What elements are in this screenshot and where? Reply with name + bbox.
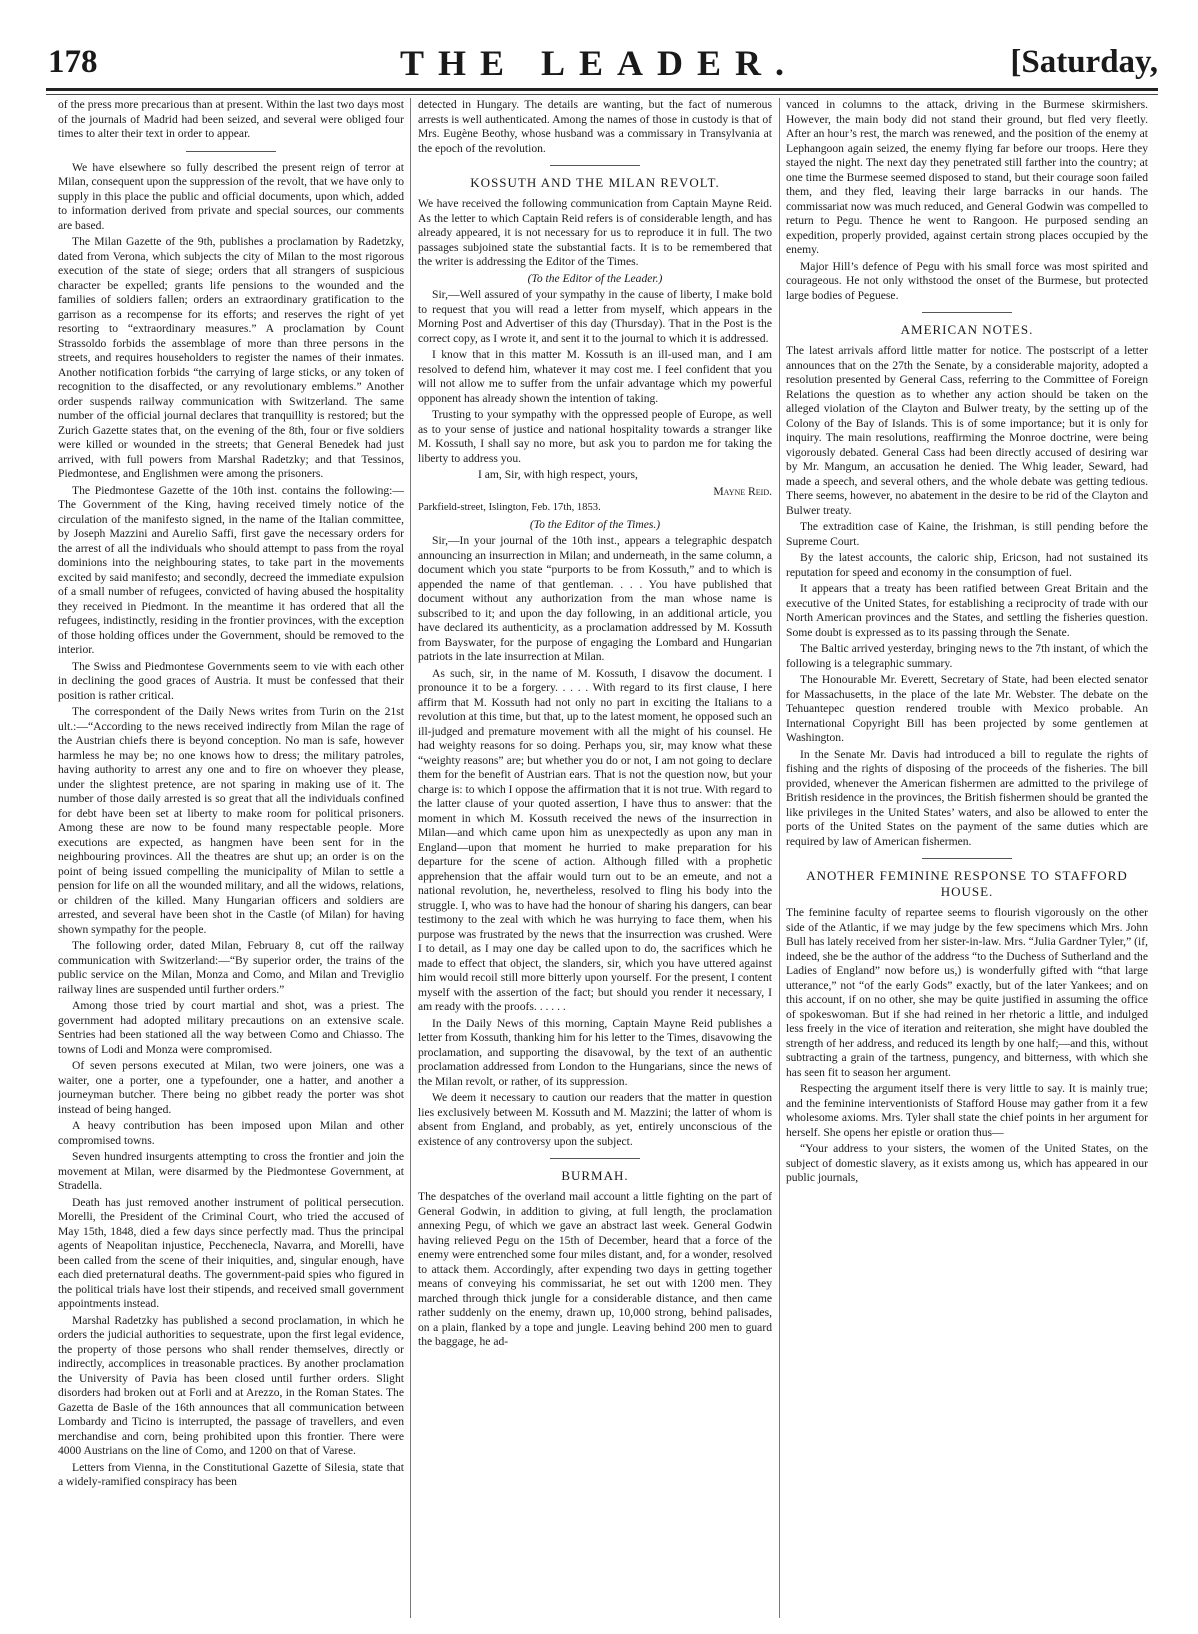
paragraph: I know that in this matter M. Kossuth is an ill-used man, and I am resolved to defend him, whatever it may cost me. I feel confident that you will not allow me to suffer from the unfair advantage which my powerful opponent has already shown the intention of taking. (418, 348, 772, 405)
section-divider (186, 151, 276, 152)
paragraph: Death has just removed another instrument of political persecution. Morelli, the President of the Criminal Court, who tried the accused of May 15th, 1848, died a few days since perfectly mad. Thus the principal agents of Neapolitan injustice, Pecchenecla, Navarra, and Morelli, have been called from the scene of their iniquities, and, singular enough, have each died preternatural deaths. The government-paid spies who figured in the political trials have lost their stipends, and received small government appointments instead. (58, 1195, 404, 1310)
paragraph: Trusting to your sympathy with the oppressed people of Europe, as well as to your sense of justice and national hospitality towards a stranger like M. Kossuth, I shall say no more, but ask you to pardon me for taking the liberty to address you. (418, 408, 772, 465)
paragraph: Sir,—Well assured of your sympathy in the cause of liberty, I make bold to request that you will read a letter from myself, which appears in the Morning Post and Advertiser of this day (Thursday). That in the Post is the correct copy, as I wrote it, and sent it to the journal to which it is addressed. (418, 288, 772, 345)
paragraph: Among those tried by court martial and shot, was a priest. The government had adopted military precautions on an extensive scale. Sentries had been stationed all the way between Como and Chiasso. The towns of Lodi and Monza were compromised. (58, 999, 404, 1056)
paragraph: By the latest accounts, the caloric ship, Ericson, had not sustained its reputation for speed and economy in the consumption of fuel. (786, 551, 1148, 579)
header-rule-thin (46, 94, 1158, 95)
letter-address: Parkfield-street, Islington, Feb. 17th, 1853. (418, 502, 601, 513)
section-divider (550, 1158, 640, 1159)
section-heading-american-notes: AMERICAN NOTES. (900, 322, 1034, 337)
section-heading-burmah: BURMAH. (561, 1168, 629, 1183)
column-divider (779, 98, 780, 1618)
newspaper-title: THE LEADER. (399, 43, 799, 83)
paragraph: detected in Hungary. The details are wanting, but the fact of numerous arrests is well authenticated. Among the names of those in custody is that of Mrs. Eugène Beothy, whose husband was a commissary in Transylvania at the epoch of the revolution. (418, 98, 772, 155)
letter-closing: I am, Sir, with high respect, yours, (478, 468, 638, 481)
letter-salutation: (To the Editor of the Leader.) (527, 271, 663, 285)
paragraph: “Your address to your sisters, the women of the United States, on the subject of domestic slavery, as it exists among us, which has appeared in our public journals, (786, 1142, 1148, 1184)
page-number: 178 (48, 44, 98, 80)
issue-day: [Saturday, (1010, 44, 1158, 80)
column-divider (410, 98, 411, 1618)
paragraph: of the press more precarious than at present. Within the last two days most of the journals of Madrid had been seized, and several were obliged four times to alter their text in order to appear. (58, 98, 404, 140)
section-divider (922, 312, 1012, 313)
paragraph: Seven hundred insurgents attempting to cross the frontier and join the movement at Milan, were disarmed by the Piedmontese Government, at Stradella. (58, 1150, 404, 1192)
paragraph: The feminine faculty of repartee seems to flourish vigorously on the other side of the Atlantic, if we may judge by the few specimens which Mrs. John Bull has lately received from her sister-in-law. Mrs. “Julia Gardner Tyler,” (if, indeed, she be the author of the address “to the Duchess of Sutherland and the Ladies of England” now before us,) is wonderfully gifted with “that large utterance,” not “of the early Gods” exactly, but of the later Yankees; and on this account, if on no other, she may be quite justified in assuming the office of spokeswoman. But if she had reined in her rhetoric a little, and indulged less freely in the vice of iteration and reiteration, she might have doubled the strength of her address, and reduced its length by one half;—and this, without subtracting a grain of the tartness, pungency, and bitterness, with which she has seen fit to season her argument. (786, 906, 1148, 1079)
paragraph: Respecting the argument itself there is very little to say. It is mainly true; and the feminine interventionists of Stafford House may gather from it a few wholesome axioms. Mrs. Tyler shall state the chief points in her argument for herself. She opens her epistle or oration thus— (786, 1082, 1148, 1139)
paragraph: The despatches of the overland mail account a little fighting on the part of General Godwin, in addition to giving, at full length, the proclamation annexing Pegu, of which we gave an abstract last week. General Godwin having relieved Pegu on the 15th of December, heard that a force of the enemy were entrenched some four miles distant, and, for a wonder, resolved to attack them. Accordingly, after expending two days in getting together means of conveying his commissariat, he set out with 1200 men. They marched through thick jungle for a considerable distance, and then came rather suddenly on the enemy, drawn up, 10,000 strong, behind palisades, on a plain, flanked by a tope and jungle. Leaving behind 200 men to guard the baggage, he ad- (418, 1190, 772, 1348)
paragraph: The Milan Gazette of the 9th, publishes a proclamation by Radetzky, dated from Verona, which subjects the city of Milan to the most rigorous execution of the state of siege; orders that all strangers of suspicious character be expelled; grants life pensions to the wounded and the families of soldiers fallen; orders an extraordinary gratification to the garrison as a recompense for its efforts; and reserves the right of yet resorting to “extraordinary measures.” A proclamation by Count Strassoldo forbids the assemblage of more than three persons in the streets, and requires householders to register the names of their inmates. Another notification forbids “the carrying of large sticks, or any token of recognition to the disaffected, or any revolutionary emblems.” Another order suspends railway communication with Switzerland. The same number of the official journal declares that tranquillity is restored; but the Zurich Gazette states that, on the evening of the 8th, four or five soldiers were killed or wounded in the streets; that General Benedek had just arrived, with full powers from Marshal Radetzky; and that Tessinos, Piedmontese, and Englishmen were among the prisoners. (58, 235, 404, 480)
paragraph: vanced in columns to the attack, driving in the Burmese skirmishers. However, the main body did not stand their ground, but fled very fleetly. After an hour’s rest, the march was renewed, and the position of the enemy at Lephangoon again seized, the enemy flying far before our troops. Here they stayed the night. The next day they penetrated still farther into the country; at one time the Burmese seemed disposed to stand, but their courage soon failed them, and they fled, leaving their large barracks in our hands. The commissariat now was much reduced, and General Godwin was compelled to return to Pegu. Thence he went to Rangoon. He purposed sending an expedition, properly provided, against certain strong places occupied by the enemy. (786, 98, 1148, 256)
paragraph: In the Daily News of this morning, Captain Mayne Reid publishes a letter from Kossuth, thanking him for his letter to the Times, disavowing the proclamation, and supporting the disavowal, by the text of an authentic proclamation addressed from London to the Hungarians, since the news of the Milan revolt, or rather, of its suppression. (418, 1016, 772, 1088)
letter-salutation: (To the Editor of the Times.) (529, 517, 661, 531)
paragraph: We have received the following communication from Captain Mayne Reid. As the letter to which Captain Reid refers is of considerable length, and has already appeared, it is not necessary for us to reproduce it in full. The two passages subjoined state the substantial facts. It is to be remembered that the writer is addressing the Editor of the Times. (418, 197, 772, 268)
paragraph: As such, sir, in the name of M. Kossuth, I disavow the document. I pronounce it to be a forgery. . . . . With regard to its first clause, I here affirm that M. Kossuth had not only no part in exciting the Italians to a revolution at this time, but that, up to the latest moment, he opposed such an ill-judged and premature movement with all the might of his counsel. He had weighty reasons for so doing. Perhaps you, sir, may know what these “weighty reasons” are; but whether you do or not, I am not going to declare them for the benefit of Austrian ears. That is not the question now, but your charge is: to which I oppose the affirmation that it is not true. With regard to the latter clause of your quoted assertion, I have thus to answer: that the moment in which M. Kossuth received the news of the insurrection in Milan—and which came upon him as unexpectedly as upon any man in England—upon that moment he hurried to make preparation for his departure for the scene of action. Although filled with a prophetic apprehension that the affair would turn out to be an emeute, and not a national revolution, he, nevertheless, resolved to fling his body into the struggle. I, who was to have had the honour of sharing his dangers, can bear testimony to the zeal with which he was hurrying to face them, when his purpose was frustrated by the news that the insurrection was crushed. Were I to detail, as I may one day be called upon to do, the sacrifices which he made to effect that object, the slanders, sir, which you have uttered against him would recoil still more bitterly upon yourself. For the present, I content myself with the assertion of the fact; but should you render it necessary, I am ready with the proofs. . . . . . (418, 666, 772, 1013)
paragraph: The latest arrivals afford little matter for notice. The postscript of a letter announces that on the 27th the Senate, by a considerable majority, adopted a resolution presented by General Cass, referring to the Committee of Foreign Relations the question as to whether any action should be taken on the alleged violation of the Clayton and Bulwer treaty, by the setting up of the Colony of the Bay of Islands. This is of some importance; but it is only for inquiry. The main resolutions, reaffirming the Monroe doctrine, were being vigorously debated. General Cass had been directly accused of desiring war by Mr. Mangum, an accusation he denied. The Whig leader, Seward, had made a speech, and several others, and the whole debate was getting tedious. There seems, however, no abatement in the desire to be rid of the Clayton and Bulwer treaty. (786, 344, 1148, 517)
paragraph: Marshal Radetzky has published a second proclamation, in which he orders the judicial authorities to sequestrate, upon the first legal evidence, the property of those persons who shall render themselves, directly or indirectly, accomplices in treasonable practices. By another proclamation the University of Pavia has been closed until further orders. Slight disorders had broken out at Forli and at Arezzo, in the Roman States. The Gazetta de Basle of the 16th announces that all communication between Lombardy and Ticino is interrupted, the passage of travellers, and even merchandise and corn, being prohibited upon this frontier. There were 4000 Austrians on the line of Como, and 1200 on that of Varese. (58, 1313, 404, 1457)
paragraph: Letters from Vienna, in the Constitutional Gazette of Silesia, state that a widely-ramified conspiracy has been (58, 1460, 404, 1488)
paragraph: The following order, dated Milan, February 8, cut off the railway communication with Switzerland:—“By superior order, the trains of the public service on the Milan, Monza and Como, and Milan and Treviglio railway lines are suspended until further orders.” (58, 939, 404, 996)
section-divider (550, 165, 640, 166)
header-rule-thick (46, 88, 1158, 91)
column-2 (418, 98, 772, 1618)
section-divider (922, 858, 1012, 859)
column-3 (786, 98, 1148, 1618)
paragraph: The Honourable Mr. Everett, Secretary of State, had been elected senator for Massachusetts, in the place of the late Mr. Webster. The debate on the Tehuantepec question rendered trouble with Mexico probable. An International Copyright Bill has been projected by some gentlemen at Washington. (786, 673, 1148, 744)
section-heading-kossuth: KOSSUTH AND THE MILAN REVOLT. (470, 175, 720, 190)
paragraph: Sir,—In your journal of the 10th inst., appears a telegraphic despatch announcing an insurrection in Milan; and underneath, in the same column, a document which you state “purports to be from Kossuth,” and to which is appended the name of that gentleman. . . . You have published that document without any authorization from the man whose name is subscribed to it; and upon the day following, in an additional article, you have declared its authenticity, as a proclamation addressed by M. Kossuth from Bayswater, for the purpose of engaging the Lombard and Hungarian patriots in the late insurrection at Milan. (418, 534, 772, 663)
paragraph: We deem it necessary to caution our readers that the matter in question lies exclusively between M. Kossuth and M. Mazzini; the latter of whom is absent from England, and probably, as yet, entirely unconscious of the existence of any controversy upon the subject. (418, 1091, 772, 1148)
masthead (40, 44, 1158, 90)
paragraph: The Baltic arrived yesterday, bringing news to the 7th instant, of which the following is a telegraphic summary. (786, 642, 1148, 670)
paragraph: We have elsewhere so fully described the present reign of terror at Milan, consequent upon the suppression of the revolt, that we have only to supply in this place the public and official documents, upon which, added to information derived from private and special sources, our comments are based. (58, 160, 404, 232)
column-1 (58, 98, 404, 1618)
paragraph: A heavy contribution has been imposed upon Milan and other compromised towns. (58, 1119, 404, 1147)
paragraph: Major Hill’s defence of Pegu with his small force was most spirited and courageous. He not only withstood the onset of the Burmese, but protected large bodies of Peguese. (786, 259, 1148, 302)
paragraph: The Swiss and Piedmontese Governments seem to vie with each other in declining the good graces of Austria. It must be confessed that their position is rather critical. (58, 659, 404, 702)
section-heading-feminine-response: ANOTHER FEMININE RESPONSE TO STAFFORD HOUSE. (806, 868, 1128, 899)
paragraph: Of seven persons executed at Milan, two were joiners, one was a waiter, one a porter, one a typefounder, one a hatter, and another a journeyman butcher. There being no gibbet ready the porter was shot instead of being hanged. (58, 1059, 404, 1116)
paragraph: It appears that a treaty has been ratified between Great Britain and the executive of the United States, for establishing a reciprocity of trade with our North American provinces and the States, and settling the fisheries question. Some doubt is expressed as to its passing through the Senate. (786, 582, 1148, 639)
letter-signature: Mayne Reid. (713, 484, 772, 498)
paragraph: The correspondent of the Daily News writes from Turin on the 21st ult.:—“According to the news received indirectly from Milan the rage of the Austrian chiefs there is beyond conception. No man is safe, however harmless he may be; no one knows how to dress; the military patroles, having authority to arrest any one and to fire on whoever they please, under the slightest pretence, are not sparing in making use of it. The number of those daily arrested is so great that all the individuals confined for debt have been set at liberty to make room for political prisoners. Among these are now to be found many respectable people. More executions are expected, as hangmen have been sent for in the neighbouring provinces. All the theatres are shut up; an order is on the point of being issued compelling the municipality of Milan to settle a pension for life on all the wounded military, and all the widows, relations, or children of the killed. Many Hungarian officers and soldiers are arrested, and several have been shot in the Castle (of Milan) for having shown sympathy for the people. (58, 705, 404, 936)
paragraph: In the Senate Mr. Davis had introduced a bill to regulate the rights of fishing and the rights of disposing of the proceeds of the fisheries. The bill provided, whenever the American fishermen are admitted to the privilege of British residence in the provinces, the British fishermen should be granted the like privileges in the United States’ waters, and also be allowed to enter the ports of the United States on the payment of the same duties which are required by law of American fishermen. (786, 747, 1148, 848)
paragraph: The Piedmontese Gazette of the 10th inst. contains the following:—The Government of the King, having received timely notice of the circulation of the manifesto signed, in the name of the Italian committee, by Joseph Mazzini and Aurelio Saffi, first gave the necessary orders for the arrest of all the individuals who should attempt to pass from the royal dominions into the neighbouring states, to take part in the movements excited by said manifesto; and secondly, decreed the immediate expulsion of a small number of refugees, convicted of having abused the hospitality they received in Piedmont. In the meantime it has ordered that all the refugees, indistinctly, residing in the frontier provinces, with the exception of those holding offices under the Government, should be removed to the interior. (58, 483, 404, 656)
paragraph: The extradition case of Kaine, the Irishman, is still pending before the Supreme Court. (786, 520, 1148, 548)
